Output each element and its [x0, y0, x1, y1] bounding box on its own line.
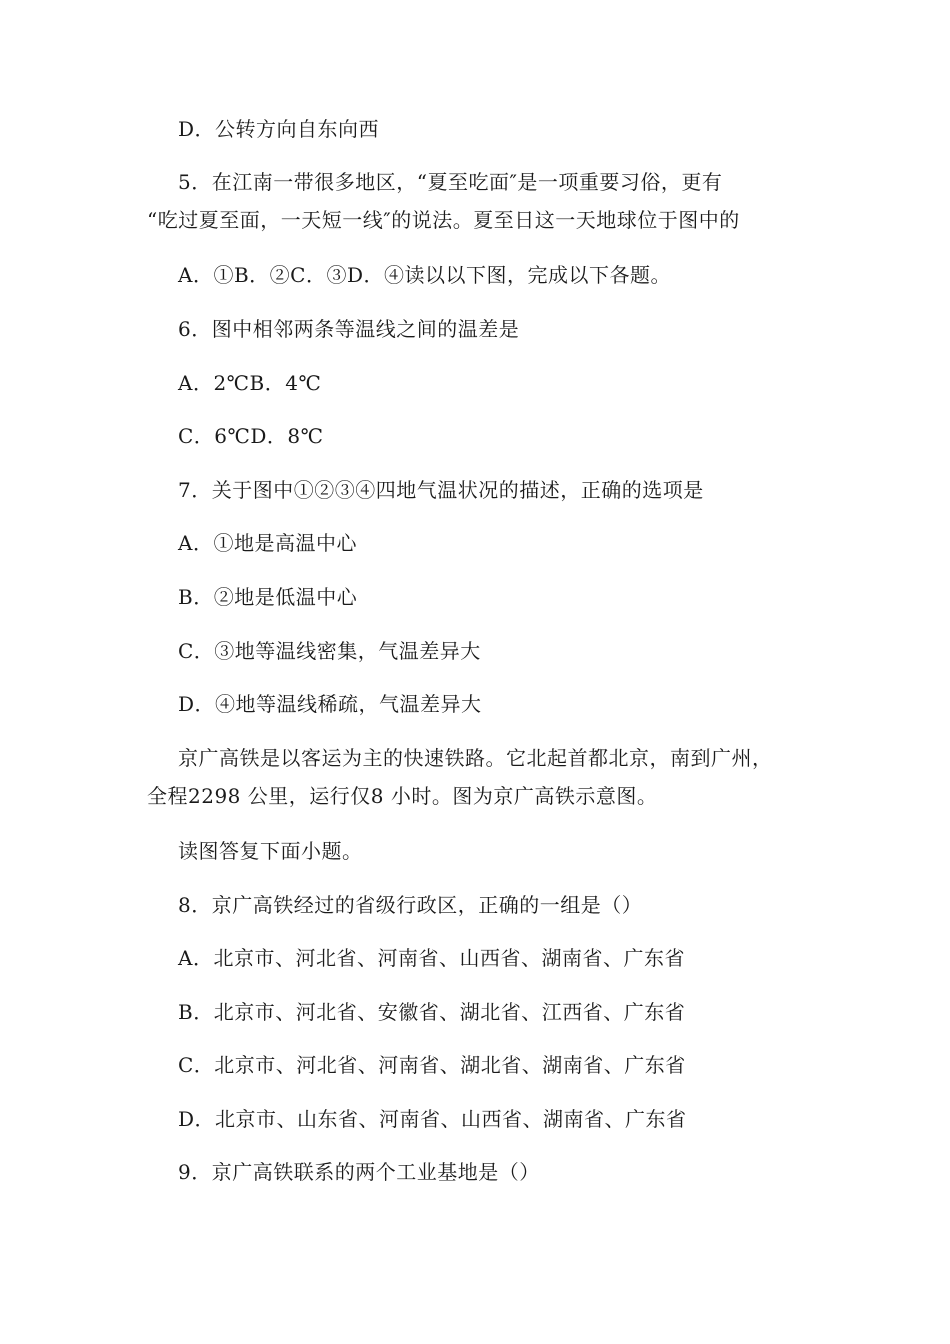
q5-stem-line-1: 5．在江南一带很多地区，“夏至吃面″是一项重要习俗，更有: [178, 170, 723, 194]
q6-options-cd: C．6℃D．8℃: [178, 424, 324, 448]
q7-option-d: D．④地等温线稀疏，气温差异大: [178, 692, 482, 716]
q8-option-a: A．北京市、河北省、河南省、山西省、湖南省、广东省: [178, 946, 685, 970]
q7-option-c: C．③地等温线密集，气温差异大: [178, 639, 481, 663]
read-instruction: 读图答复下面小题。: [178, 839, 363, 863]
q6-options-ab: A．2℃B．4℃: [178, 371, 322, 395]
q5-stem-line-2: “吃过夏至面，一天短一线″的说法。夏至日这一天地球位于图中的: [147, 208, 740, 232]
q8-stem: 8．京广高铁经过的省级行政区，正确的一组是（）: [178, 893, 643, 917]
q9-stem: 9．京广高铁联系的两个工业基地是（）: [178, 1160, 540, 1184]
q5-options: A．①B．②C．③D．④读以以下图，完成以下各题。: [178, 263, 671, 287]
q7-option-b: B．②地是低温中心: [178, 585, 358, 609]
q8-option-c: C．北京市、河北省、河南省、湖北省、湖南省、广东省: [178, 1053, 686, 1077]
passage-line-2: 全程2298 公里，运行仅8 小时。图为京广高铁示意图。: [147, 784, 658, 808]
q4-option-d: D．公转方向自东向西: [178, 117, 380, 141]
passage-line-1: 京广高铁是以客运为主的快速铁路。它北起首都北京，南到广州，: [178, 746, 773, 770]
q7-stem: 7．关于图中①②③④四地气温状况的描述，正确的选项是: [178, 478, 704, 502]
q8-option-d: D．北京市、山东省、河南省、山西省、湖南省、广东省: [178, 1107, 687, 1131]
q6-stem: 6．图中相邻两条等温线之间的温差是: [178, 317, 520, 341]
q7-option-a: A．①地是高温中心: [178, 531, 357, 555]
q8-option-b: B．北京市、河北省、安徽省、湖北省、江西省、广东省: [178, 1000, 686, 1024]
